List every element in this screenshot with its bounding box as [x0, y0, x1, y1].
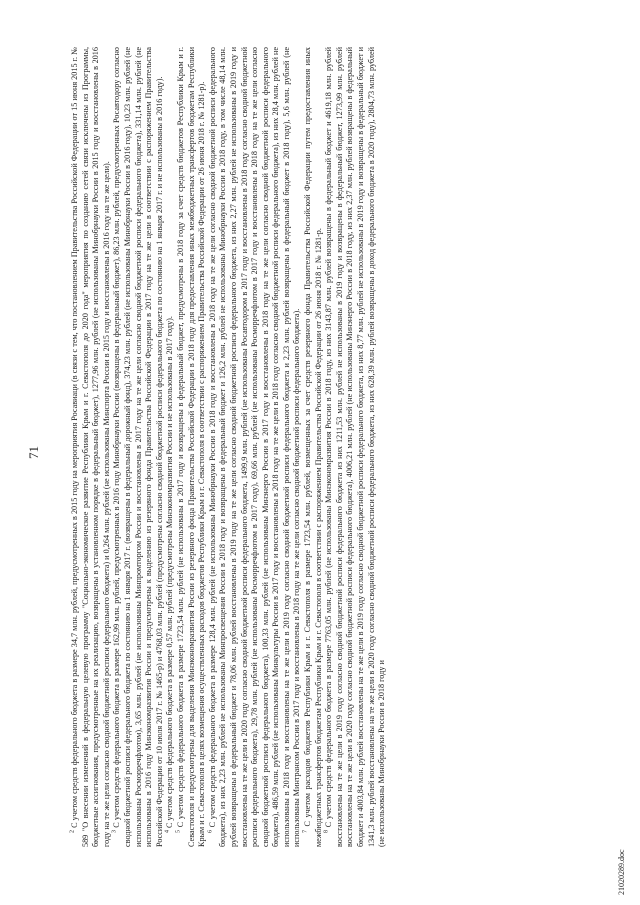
footnote-text: С учетом средств федерального бюджета в размере 128,4 млн. рублей (не использованы Минобрнауки России в 2018 году и восстановлены в 2018 году на те же цели согласно сводной бюджетной росписи федерального бюджета), из них 2,23 млн. рублей не использованы Минпросвещения России в 2018 году и возвращены в федеральный бюджет и 126,2 млн. рублей не использованы Минобрнауки России в 2018 году, в том числе 48,14 млн. рублей возвращены в федеральный бюджет и 78,06 млн. рублей восстановлены в 2019 году на те же цели согласно сводной бюджетной росписи федерального бюджета, из них 2,27 млн. рублей не использованы в 2019 году и восстановлены на те же цели в 2020 году согласно сводной бюджетной росписи федерального бюджета, 1499,9 млн. рублей (не использованы Росавтодором в 2017 году и восстановлены в 2018 году согласно сводной бюджетной росписи федерального бюджета), 29,78 млн. рублей (не использованы Росморречфлотом в 2017 году), 69,66 млн. рублей (не использованы Росморречфлотом в 2017 году и восстановлены в 2018 году на те же цели согласно сводной бюджетной росписи федерального бюджета), 100,33 млн. рублей (не использованы Минэнерго России в 2017 году и восстановлены в 2018 году на те же цели согласно сводной бюджетной росписи федерального бюджета), 486,59 млн. рублей (не использованы Минкультуры России в 2017 году и восстановлены в 2018 году на те же цели в 2018 году согласно сводной бюджетной росписи федерального бюджета), из них 28,4 млн. рублей не использованы в 2018 году и восстановлены на те же цели в 2019 году согласно сводной бюджетной росписи федерального бюджета и 2,23 млн. рублей возвращены в федеральный бюджет в 2018 году), 5,6 млн. рублей (не использованы Минтрансом России в 2017 году и восстановлены в 2018 году на те же цели согласно сводной бюджетной росписи федерального бюджета).: [207, 46, 302, 847]
footnote-mark: 3: [111, 830, 118, 833]
footnote-text: С учетом средств федерального бюджета в размере 162,99 млн. рублей, предусмотренных в 2016 году Минобрнауки России (возвращены в федеральный бюджет), 86,23 млн. рублей, предусмотренных Росавтодору согласно сводной бюджетной росписи федерального бюджета по состоянию на 1 января 2017 г. (возвращены в федеральный дорожный фонд), 374,23 млн. рублей (не использованы Минобрнауки России в 2016 году), 10,23 млн. рублей (не использованы Росморречфлотом), 3,65 млн. рублей (не использованы Минпромторгом России и восстановлены в 2017 году на те же цели согласно сводной бюджетной росписи федерального бюджета), 331,14 млн. рублей (не использованы в 2016 году Минэкономразвития России и предусмотрены к выделению из резервного фонда Правительства Российской Федерации в 2017 году на те же цели в соответствии с распоряжением Правительства Российской Федерации от 10 июля 2017 г. № 1465-р) и 4768,03 млн. рублей (предусмотрены согласно сводной бюджетной росписи федерального бюджета по состоянию на 1 января 2017 г. и не использованы в 2016 году).: [112, 46, 164, 847]
footnote-text: С учетом средств федерального бюджета в размере 1723,54 млн. рублей (не использованы в 2017 году и возвращены в федеральный бюджет, предусмотрены в 2018 году за счет средств бюджетов Республики Крым и г. Севастополя и предусмотрены для выделения Минэкономразвития России из резервного фонда Правительства Российской Федерации в 2018 году для предоставления иных межбюджетных трансфертов бюджетам Республики Крым и г. Севастополя в целях возмещения осуществленных расходов бюджетов Республики Крым и г. Севастополя в соответствии с распоряжением Правительства Российской Федерации от 26 июня 2018 г. № 1281-р).: [175, 47, 207, 847]
footnote-mark: 4: [164, 830, 171, 833]
footnote: [176, 47, 208, 847]
footnotes-block: [70, 47, 388, 847]
footnote-mark: 8: [323, 830, 330, 833]
footnote-text: С учетом средств федерального бюджета в размере 0,57 млн. рублей (предусмотрены Минэкономразвития России и не использованы в 2017 году).: [165, 316, 175, 828]
footnote-text: С учетом средств федерального бюджета в размере 7763,05 млн. рублей (не использованы Минэкономразвития России в 2018 году, из них 3143,87 млн. рублей возвращены в федеральный бюджет и 4619,18 млн. рублей восстановлены на те же цели в 2019 году согласно сводной бюджетной росписи федерального бюджета из них 1211,53 млн. рублей не использованы в 2019 году и возвращены в федеральный бюджет, 1273,99 млн. рублей восстановлены на те же цели в 2020 году согласно сводной бюджетной росписи федерального бюджета), 4006,21 млн. рублей (не использованы Минэнерго России в 2018 году, из них 2,37 млн. рублей возвращены в федеральный бюджет и 4003,84 млн. рублей восстановлены на те же цели в 2019 году согласно сводной бюджетной росписи федерального бюджета, из них 8,77 млн. рублей не использованы в 2019 году и возвращены в федеральный бюджет и 1341,3 млн. рублей восстановлены на те же цели в 2020 году согласно сводной бюджетной росписи федерального бюджета, из них 628,39 млн. рублей возвращены в доход федерального бюджета в 2020 году), 2804,73 млн. рублей (не использованы Минобрнауки России в 2018 году и: [324, 46, 387, 847]
footnote: [70, 47, 112, 847]
footnote: [112, 47, 165, 847]
footnote-mark: 5: [175, 830, 182, 833]
footnote-mark: 7: [302, 830, 309, 833]
footnote: [303, 47, 324, 847]
footnote-mark: 6: [206, 830, 213, 833]
footnote: [208, 47, 303, 847]
page-number: 71: [26, 446, 41, 459]
footnote-text: С учетом средств федерального бюджета в размере 34,7 млн. рублей, предусмотренных в 2015 году на мероприятия Росавиаци (в связи с тем, что постановлением Правительства Российской Федерации от 15 июня 2015 г. № 589 "О внесении изменений в федеральную целевую программу "Социально-экономическое развитие Республики Крым и г. Севастополя до 2020 года" мероприятия по созданию сетей связи исключены из Программы, бюджетные ассигнования, предусмотренные на их реализацию, возвращены в установленном порядке в федеральный бюджет), 1277,96 млн. рублей (не использованы Минобрнауки России в 2015 году и восстановлены в 2016 году на те же цели согласно сводной бюджетной росписи федерального бюджета) и 0,264 млн. рублей (не использованы Минспорта России в 2015 году и восстановлены в 2016 году на те же цели).: [70, 47, 111, 847]
footnote: [324, 47, 388, 847]
footnote-text: С учетом расходов бюджетов Республики Крым и г. Севастополя в размере 1723,54 млн. рублей, возмещенных за счет средств резервного фонда Правительства Российской Федерации путем предоставления иных межбюджетных трансфертов бюджетам Республики Крым и г. Севастополя в соответствии с распоряжением Правительства Российской Федерации от 26 июня 2018 г. № 1281-р.: [303, 47, 323, 847]
file-name-label: 21020289.doc: [617, 849, 626, 895]
footnote: [165, 47, 176, 847]
footnote-mark: 2: [69, 830, 76, 833]
